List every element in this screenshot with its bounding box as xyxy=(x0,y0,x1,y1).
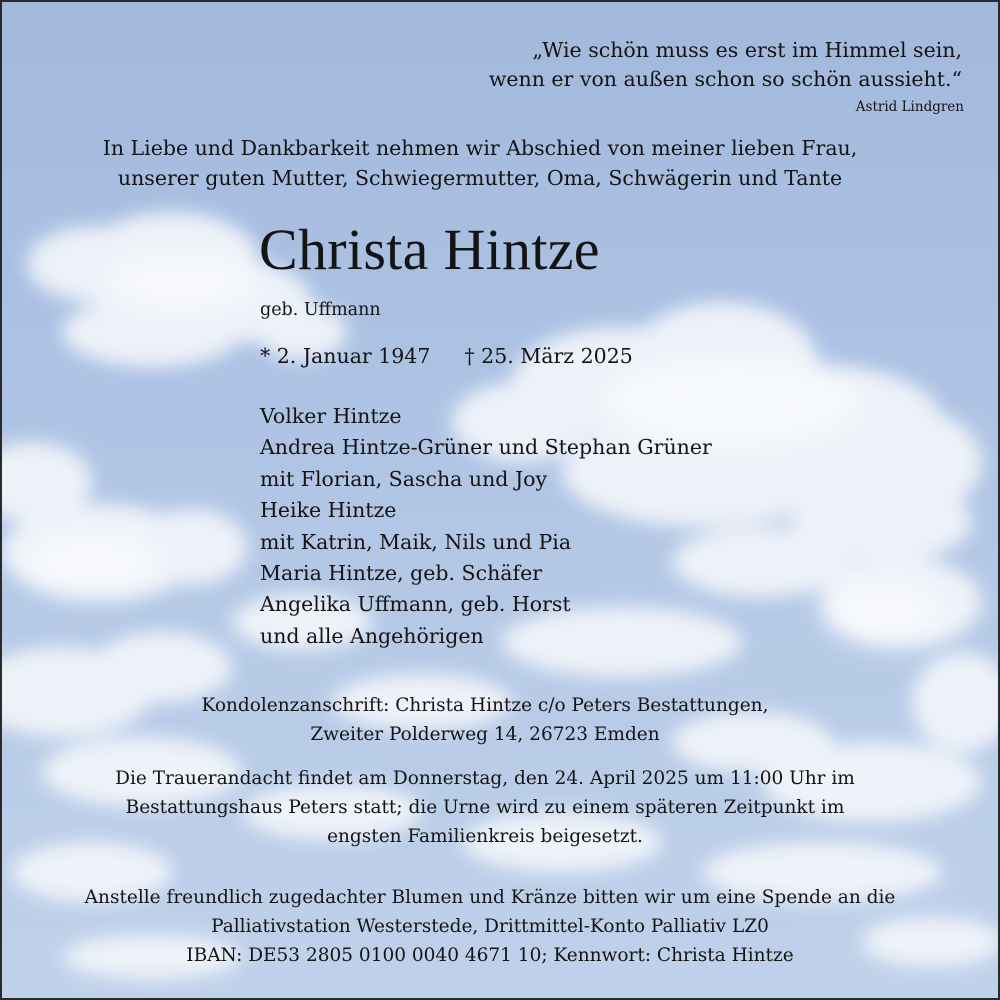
condolence-address xyxy=(0,691,978,749)
life-dates xyxy=(260,344,633,368)
donation-info xyxy=(7,883,973,970)
service-line: Die Trauerandacht findet am Donnerstag, den 24. April 2025 um 11:00 Uhr im xyxy=(115,768,855,789)
service-line: Bestattungshaus Peters statt; die Urne wird zu einem späteren Zeitpunkt im xyxy=(125,797,845,818)
service-line: engsten Familienkreis beigesetzt. xyxy=(327,826,643,847)
mourner-line: Heike Hintze xyxy=(260,498,397,523)
mourner-line: Maria Hintze, geb. Schäfer xyxy=(260,561,543,586)
death-date: † 25. März 2025 xyxy=(464,344,633,368)
quote-text xyxy=(489,36,962,94)
quote-line: wenn er von außen schon so schön aussieht.“ xyxy=(488,67,962,91)
mourner-line: Andrea Hintze-Grüner und Stephan Grüner xyxy=(260,435,712,460)
mourner-line: mit Katrin, Maik, Nils und Pia xyxy=(260,529,572,554)
birth-name: geb. Uffmann xyxy=(260,300,381,320)
birth-date: * 2. Januar 1947 xyxy=(260,344,431,368)
mourner-line: mit Florian, Sascha und Joy xyxy=(260,466,548,491)
mourner-line: und alle Angehörigen xyxy=(260,623,484,648)
deceased-name: Christa Hintze xyxy=(259,217,600,282)
condolence-line: Kondolenzanschrift: Christa Hintze c/o Peters Bestattungen, xyxy=(201,695,769,716)
mourners-list xyxy=(260,401,712,652)
intro-line: unserer guten Mutter, Schwiegermutter, Oma, Schwägerin und Tante xyxy=(117,166,843,190)
quote-author: Astrid Lindgren xyxy=(855,99,964,115)
donation-line: Palliativstation Westerstede, Drittmittel-Konto Palliativ LZ0 xyxy=(211,916,769,937)
intro-line: In Liebe und Dankbarkeit nehmen wir Abschied von meiner lieben Frau, xyxy=(102,136,858,160)
condolence-line: Zweiter Polderweg 14, 26723 Emden xyxy=(310,724,660,745)
mourner-line: Volker Hintze xyxy=(260,404,402,428)
quote-line: „Wie schön muss es erst im Himmel sein, xyxy=(532,38,962,62)
donation-line: IBAN: DE53 2805 0100 0040 4671 10; Kennwort: Christa Hintze xyxy=(186,945,794,966)
mourner-line: Angelika Uffmann, geb. Horst xyxy=(260,592,571,617)
intro-text xyxy=(2,133,958,193)
donation-line: Anstelle freundlich zugedachter Blumen und Kränze bitten wir um eine Spende an die xyxy=(84,887,896,908)
service-info xyxy=(2,764,968,851)
